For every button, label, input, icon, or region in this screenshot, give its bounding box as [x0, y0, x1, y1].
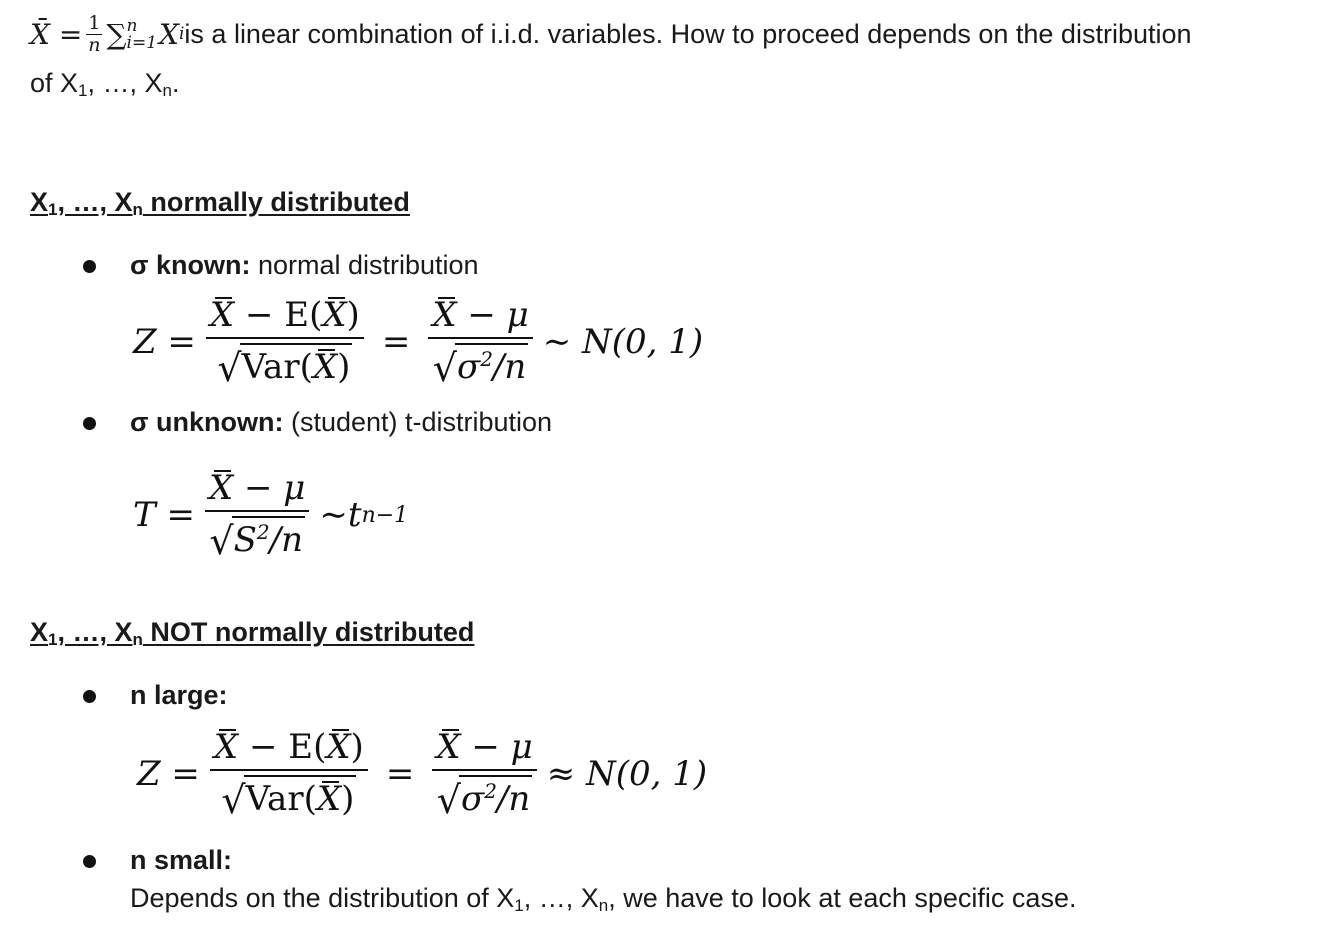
bullet-dot	[83, 260, 96, 273]
section-heading-not-normal: $X_1$, …, $X_n$ NOT normally distributed	[30, 617, 475, 649]
bullet-dot	[83, 855, 96, 868]
z-frac-1: X − E(X) √ Var(X)	[206, 295, 364, 390]
bullet-n-small: n small:	[130, 845, 233, 875]
intro-sum-limits: n i=1	[126, 15, 158, 53]
formula-z-large-n: Z = X − E(X) √ Var(X) = X − μ √ $\sigma^2/n$ ≈ N(0, 1)	[137, 726, 708, 822]
bullet-sigma-known: σ known: normal distribution	[130, 250, 479, 280]
z-frac-4: X − μ √ $\sigma^2/n$	[432, 727, 536, 822]
bullet-n-large: n large:	[130, 680, 228, 710]
bullet-sigma-unknown: σ unknown: (student) t-distribution	[130, 407, 553, 437]
intro-line-1	[30, 14, 1192, 55]
intro-frac: $\frac{1}{n}$	[88, 12, 101, 56]
intro-sum: ∑	[106, 17, 127, 51]
bullet-n-small-text: Depends on the distribution of $X_1$, …, $X_n$, we have to look at each specific case.	[130, 883, 1077, 915]
section-heading-normal: $X_1$, …, $X_n$ normally distributed	[30, 187, 410, 219]
formula-t: T = X − μ √ $S^2/n$ ∼ t n−1	[133, 467, 409, 563]
intro-text-1: is a linear combination of i.i.d. variables. How to proceed depends on the distribution	[184, 19, 1192, 49]
z-frac-3: X − E(X) √ Var(X)	[210, 727, 368, 822]
bullet-dot	[83, 417, 96, 430]
z-frac-2: X − μ √ $\sigma^2/n$	[428, 295, 532, 390]
intro-line-2: of $X_1$, …, $X_n$.	[30, 68, 180, 100]
bullet-dot	[83, 690, 96, 703]
t-frac: X − μ √ $S^2/n$	[205, 468, 309, 563]
intro-formula: X̄ = $\frac{1}{n}$ ∑ n i=1 X i	[30, 12, 185, 56]
intro-xbar: X̄ =	[30, 17, 83, 51]
formula-z-known: Z = X − E(X) √ Var(X) = X − μ √ $\sigma^2/n$ ∼ N(0, 1)	[133, 294, 704, 390]
